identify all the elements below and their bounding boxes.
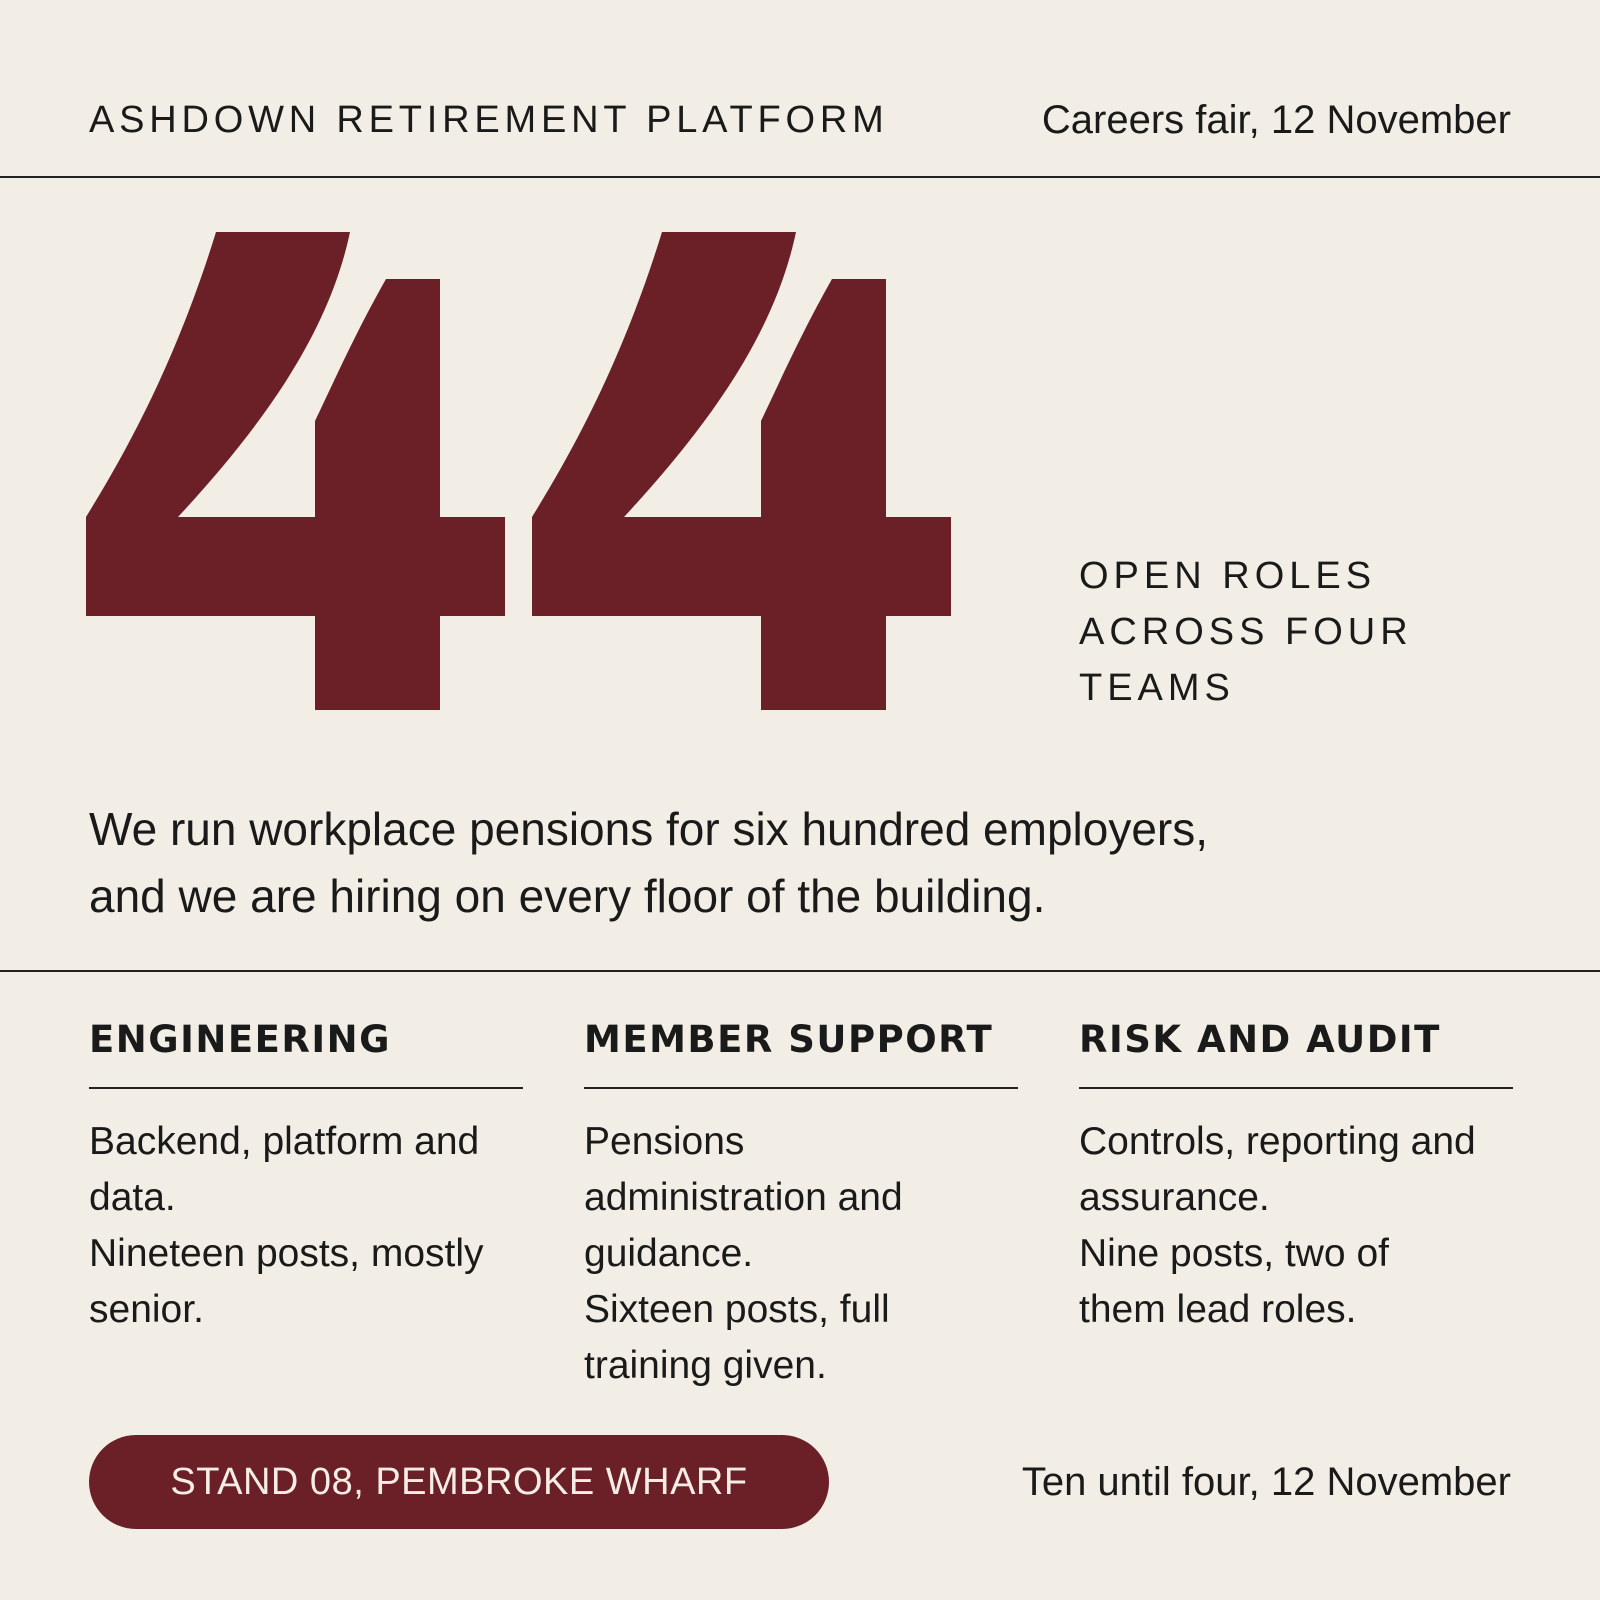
team-line: senior. <box>89 1288 204 1331</box>
team-divider <box>584 1087 1018 1089</box>
team-risk-and-audit <box>1079 1015 1513 1338</box>
open-roles-count <box>86 232 956 712</box>
team-divider <box>1079 1087 1513 1089</box>
team-description <box>89 1114 523 1338</box>
team-line: administration and <box>584 1176 903 1219</box>
stand-location-badge: STAND 08, PEMBROKE WHARF <box>89 1435 829 1529</box>
team-title: ENGINEERING <box>89 1018 391 1061</box>
team-title: RISK AND AUDIT <box>1079 1018 1441 1061</box>
intro-text <box>89 796 1389 930</box>
team-engineering <box>89 1015 523 1338</box>
brand-name: ASHDOWN RETIREMENT PLATFORM <box>89 99 889 141</box>
tagline-line: ACROSS FOUR <box>1079 611 1413 653</box>
team-line: Backend, platform and <box>89 1120 480 1163</box>
intro-line: and we are hiring on every floor of the building. <box>89 870 1046 922</box>
section-divider <box>0 970 1600 972</box>
intro-line: We run workplace pensions for six hundred employers, <box>89 803 1209 855</box>
team-line: Nineteen posts, mostly <box>89 1232 484 1275</box>
team-line: data. <box>89 1176 176 1219</box>
team-line: them lead roles. <box>1079 1288 1357 1331</box>
tagline-line: TEAMS <box>1079 667 1235 709</box>
team-line: Sixteen posts, full <box>584 1288 890 1331</box>
team-line: Controls, reporting and <box>1079 1120 1476 1163</box>
open-roles-tagline <box>1079 548 1413 716</box>
event-hours: Ten until four, 12 November <box>1021 1460 1511 1504</box>
team-line: Nine posts, two of <box>1079 1232 1389 1275</box>
team-member-support <box>584 1015 1018 1394</box>
event-date: Careers fair, 12 November <box>1041 98 1511 142</box>
header-divider <box>0 176 1600 178</box>
team-line: guidance. <box>584 1232 754 1275</box>
team-line: training given. <box>584 1344 827 1387</box>
team-title: MEMBER SUPPORT <box>584 1018 994 1061</box>
tagline-line: OPEN ROLES <box>1079 555 1377 597</box>
team-description <box>584 1114 1018 1394</box>
digit-four-right <box>532 232 951 710</box>
digit-four-left <box>86 232 505 710</box>
team-description <box>1079 1114 1513 1338</box>
team-divider <box>89 1087 523 1089</box>
team-line: Pensions <box>584 1120 745 1163</box>
team-line: assurance. <box>1079 1176 1270 1219</box>
